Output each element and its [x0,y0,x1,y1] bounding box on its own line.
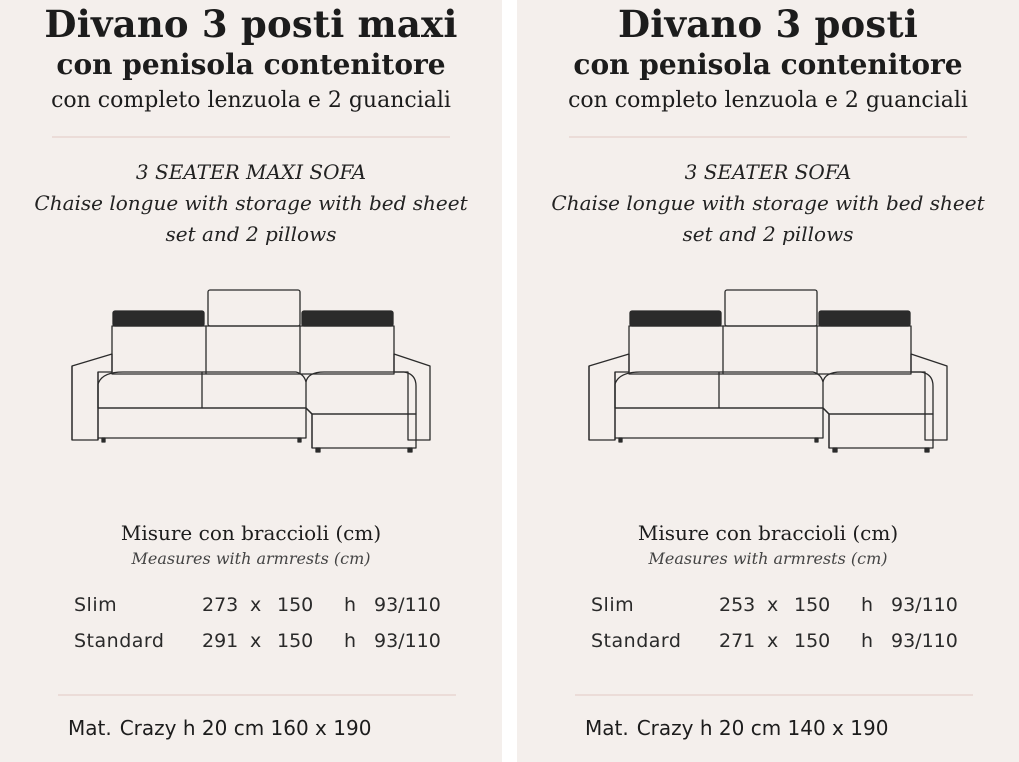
product-description: con completo lenzuola e 2 guanciali [568,88,968,113]
sofa-drawing-icon [585,286,951,456]
size-depth: 150 [277,630,314,652]
height-label: h [344,630,357,652]
mattress-text: Crazy h 20 cm 140 x 190 [636,716,889,740]
measure-row [0,591,502,621]
product-subtitle: con penisola contenitore [56,48,446,81]
times-sign: x [767,594,779,616]
product-title: Divano 3 posti maxi [44,2,458,46]
height-label: h [344,594,357,616]
mattress-info [68,712,371,744]
measure-row [0,627,502,657]
measures-subtitle: Measures with armrests (cm) [648,549,888,568]
product-card-maxi [0,0,502,762]
measures-subtitle: Measures with armrests (cm) [131,549,371,568]
product-description: con completo lenzuola e 2 guanciali [51,88,451,113]
english-description-line2: set and 2 pillows [165,222,337,246]
measure-row [517,627,1019,657]
measures-title: Misure con braccioli (cm) [637,521,899,545]
times-sign: x [250,630,262,652]
divider [52,136,450,138]
mattress-label: Mat. [585,716,629,740]
size-depth: 150 [794,594,831,616]
size-width: 291 [202,630,239,652]
english-description-line2: set and 2 pillows [682,222,854,246]
times-sign: x [250,594,262,616]
size-height: 93/110 [891,630,958,652]
height-label: h [861,630,874,652]
english-title: 3 SEATER SOFA [684,160,852,184]
mattress-label: Mat. [68,716,112,740]
size-width: 271 [719,630,756,652]
mattress-info [585,712,888,744]
size-height: 93/110 [374,594,441,616]
english-description-line1: Chaise longue with storage with bed sheet [551,191,985,215]
divider [58,694,456,696]
english-description-line1: Chaise longue with storage with bed sheet [34,191,468,215]
size-depth: 150 [794,630,831,652]
product-title: Divano 3 posti [617,2,919,46]
size-height: 93/110 [374,630,441,652]
size-name: Standard [591,630,682,652]
product-subtitle: con penisola contenitore [573,48,963,81]
size-height: 93/110 [891,594,958,616]
measures-title: Misure con braccioli (cm) [120,521,382,545]
size-width: 273 [202,594,239,616]
times-sign: x [767,630,779,652]
size-depth: 150 [277,594,314,616]
size-width: 253 [719,594,756,616]
size-name: Slim [74,594,118,616]
english-title: 3 SEATER MAXI SOFA [135,160,367,184]
size-name: Slim [591,594,635,616]
divider [575,694,973,696]
product-card-standard [517,0,1019,762]
mattress-text: Crazy h 20 cm 160 x 190 [119,716,372,740]
size-name: Standard [74,630,165,652]
divider [569,136,967,138]
sofa-drawing-icon [68,286,434,456]
height-label: h [861,594,874,616]
measure-row [517,591,1019,621]
